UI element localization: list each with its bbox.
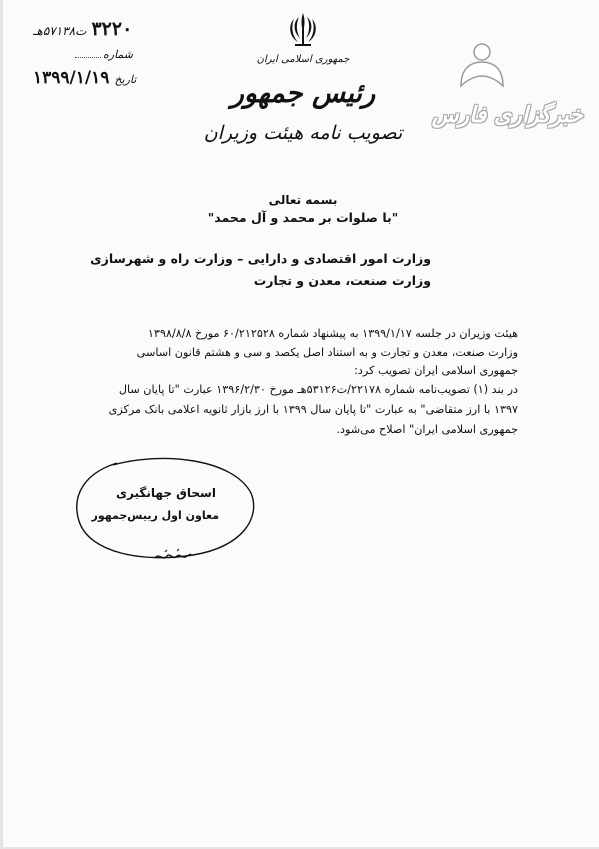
body-line-2: وزارت صنعت، معدن و تجارت و به استناد اصل یکصد و سی و هشتم قانون اساسی xyxy=(136,346,518,359)
date-handwritten: ۱۳۹۹/۱/۱۹ xyxy=(33,68,110,88)
handwritten-signature xyxy=(153,548,193,564)
president-heading: رئیس جمهور xyxy=(230,78,376,109)
document-number-handwritten: ۳۲۲۰ xyxy=(91,18,133,40)
approval-heading: تصویب نامه هیئت وزیران xyxy=(203,122,403,144)
iran-emblem-icon xyxy=(288,10,318,48)
recipients-line-1: وزارت امور اقتصادی و دارایی – وزارت راه و شهرسازی xyxy=(90,251,431,266)
recipients-line-2: وزارت صنعت، معدن و تجارت xyxy=(253,273,431,288)
signatory-name: اسحاق جهانگیری xyxy=(116,486,216,500)
bismillah: بسمه تعالی xyxy=(268,193,338,207)
dotted-line xyxy=(75,57,101,58)
republic-heading: جمهوری اسلامی ایران xyxy=(256,54,350,65)
body-line-3: جمهوری اسلامی ایران تصویب کرد: xyxy=(354,364,518,377)
date-field xyxy=(33,68,136,88)
document-number-printed: ت۵۷۱۳۸هـ xyxy=(33,24,87,38)
document-number xyxy=(33,18,132,40)
number-label: شماره xyxy=(103,48,134,61)
signatory-title: معاون اول رییس‌جمهور xyxy=(91,509,219,522)
body-line-1: هیئت وزیران در جلسه ۱۳۹۹/۱/۱۷ به پیشنهاد شماره ۶۰/۲۱۲۵۲۸ مورخ ۱۳۹۸/۸/۸ xyxy=(147,327,518,340)
salavat: "با صلوات بر محمد و آل محمد" xyxy=(207,210,399,225)
date-label: تاریخ xyxy=(114,73,137,86)
number-field xyxy=(73,48,133,61)
body-line-5: ۱۳۹۷ با ارز متقاضی" به عبارت "تا پایان سال ۱۳۹۹ با ارز بازار ثانویه اعلامی بانک مرکزی xyxy=(108,403,518,416)
watermark-text: خبرگزاری فارس xyxy=(431,102,583,128)
fars-logo-icon xyxy=(457,42,507,90)
body-line-6: جمهوری اسلامی ایران" اصلاح می‌شود. xyxy=(336,423,518,436)
body-line-4: در بند (۱) تصویب‌نامه شماره ۲۲۱۷۸/ت۵۳۱۲۶هـ مورخ ۱۳۹۶/۲/۳۰ عبارت "تا پایان سال xyxy=(118,383,518,396)
